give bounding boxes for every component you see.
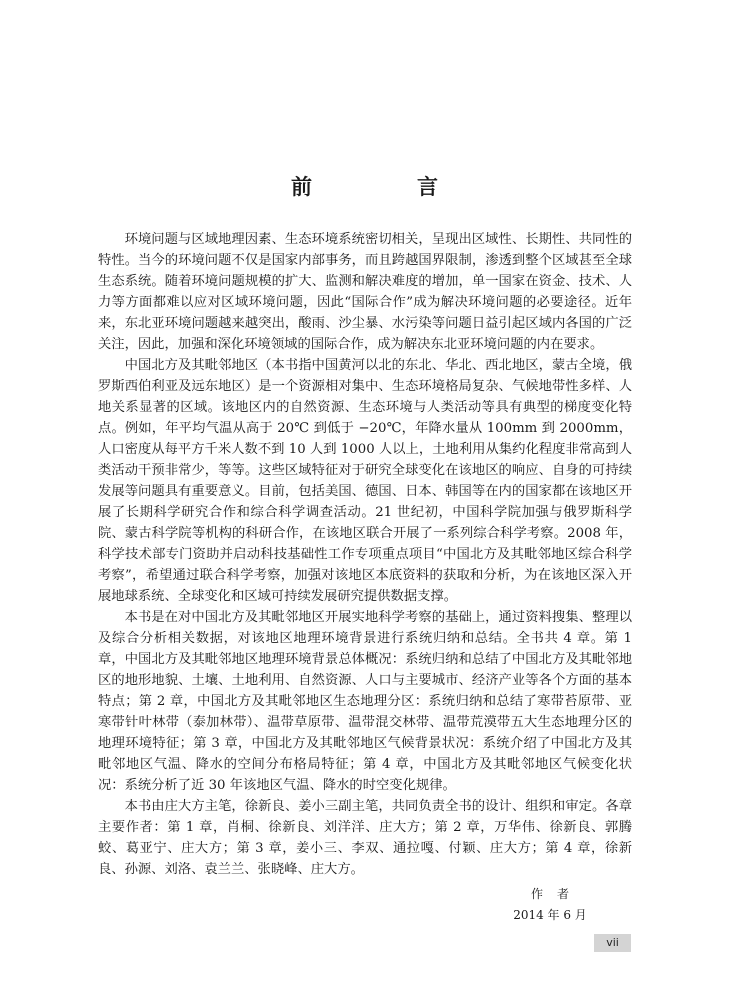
signature-block: [500, 884, 600, 926]
paragraph: 环境问题与区域地理因素、生态环境系统密切相关，呈现出区域性、长期性、共同性的特性。当今的环境问题不仅是国家内部事务，而且跨越国界限制，渗透到整个区域甚至全球生态系统。随着环境问题规模的扩大、监测和解决难度的增加，单一国家在资金、技术、人力等方面都难以应对区域环境问题，因此“国际合作”成为解决环境问题的必要途径。近年来，东北亚环境问题越来越突出，酸雨、沙尘暴、水污染等问题日益引起区域内各国的广泛关注，因此，加强和深化环境领域的国际合作，成为解决东北亚环境问题的内在要求。: [98, 232, 632, 352]
paragraph: 中国北方及其毗邻地区（本书指中国黄河以北的东北、华北、西北地区，蒙古全境，俄罗斯西伯利亚及远东地区）是一个资源相对集中、生态环境格局复杂、气候地带性多样、人地关系显著的区域。该地区内的自然资源、生态环境与人类活动等具有典型的梯度变化特点。例如，年平均气温从高于 20℃ 到低于 −20℃，年降水量从 100mm 到 2000mm，人口密度从每平方千米人数不到 10 人到 1000 人以上，土地利用从集约化程度非常高到人类活动干预非常少，等等。这些区域特征对于研究全球变化在该地区的响应、自身的可持续发展等问题具有重要意义。目前，包括美国、德国、日本、韩国等在内的国家都在该地区开展了长期科学研究合作和综合科学调查活动。21 世纪初，中国科学院加强与俄罗斯科学院、蒙古科学院等机构的科研合作，在该地区联合开展了一系列综合科学考察。2008 年，科学技术部专门资助并启动科技基础性工作专项重点项目“中国北方及其毗邻地区综合科学考察”，希望通过联合科学考察，加强对该地区本底资料的获取和分析，为在该地区深入开展地球系统、全球变化和区域可持续发展研究提供数据支撑。: [98, 358, 632, 604]
paragraph: 本书是在对中国北方及其毗邻地区开展实地科学考察的基础上，通过资料搜集、整理以及综合分析相关数据，对该地区地理环境背景进行系统归纳和总结。全书共 4 章。第 1 章，中国北方及其毗邻地区地理环境背景总体概况：系统归纳和总结了中国北方及其毗邻地区的地形地貌、土壤、土地利用、自然资源、人口与主要城市、经济产业等各个方面的基本特点；第 2 章，中国北方及其毗邻地区生态地理分区：系统归纳和总结了寒带苔原带、亚寒带针叶林带（泰加林带）、温带草原带、温带混交林带、温带荒漠带五大生态地理分区的地理环境特征；第 3 章，中国北方及其毗邻地区气候背景状况：系统介绍了中国北方及其毗邻地区气温、降水的空间分布格局特征；第 4 章，中国北方及其毗邻地区气候变化状况：系统分析了近 30 年该地区气温、降水的时空变化规律。: [98, 610, 632, 793]
page-title: 前 言: [291, 175, 480, 199]
signature-author: 作者: [530, 887, 583, 901]
page-number: vii: [594, 934, 631, 952]
paragraph: 本书由庄大方主笔，徐新良、姜小三副主笔，共同负责全书的设计、组织和审定。各章主要作者：第 1 章，肖桐、徐新良、刘洋洋、庄大方；第 2 章，万华伟、徐新良、郭腾蛟、葛亚宁、庄大方；第 3 章，姜小三、李双、通拉嘎、付颖、庄大方；第 4 章，徐新良、孙源、刘洛、袁兰兰、张晓峰、庄大方。: [98, 799, 632, 877]
signature-date: 2014 年 6 月: [513, 908, 587, 922]
body-text: [98, 229, 632, 880]
